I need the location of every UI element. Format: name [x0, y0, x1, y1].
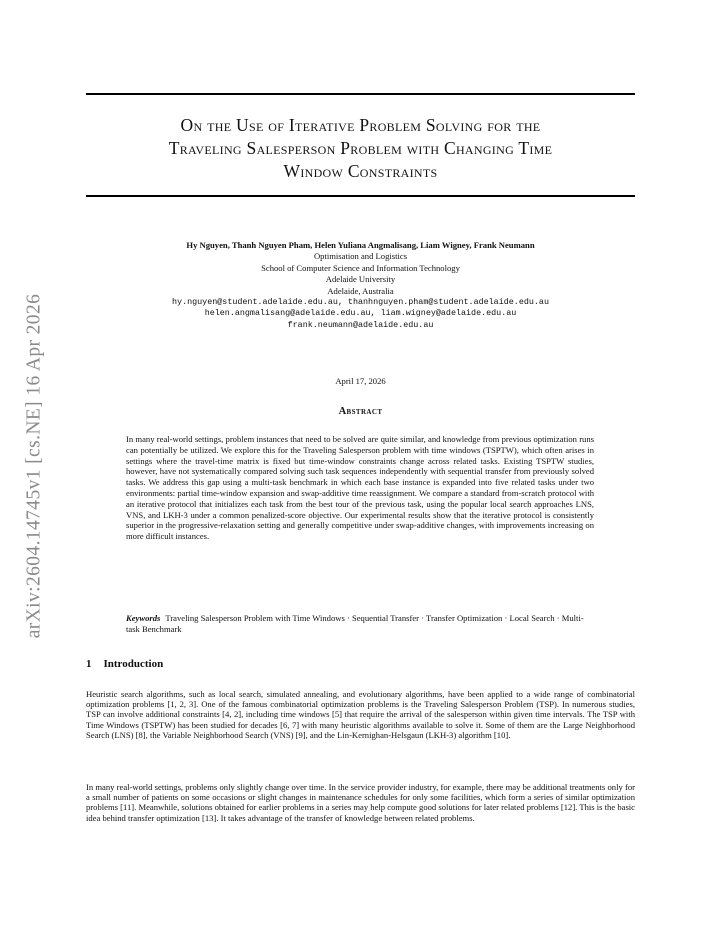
- section-heading-introduction: [86, 658, 635, 670]
- section-title: Introduction: [103, 658, 164, 670]
- author-names: Hy Nguyen, Thanh Nguyen Pham, Helen Yuliana Angmalisang, Liam Wigney, Frank Neumann: [186, 240, 535, 250]
- keywords-text: Traveling Salesperson Problem with Time Windows · Sequential Transfer · Transfer Optimization · Local Search · Multi-task Benchmark: [126, 613, 584, 634]
- title-line-2: Traveling Salesperson Problem with Changing Time: [168, 138, 553, 158]
- introduction-paragraph-1: Heuristic search algorithms, such as local search, simulated annealing, and evolutionary algorithms, have been applied to a wide range of combinatorial optimization problems [1, 2, 3]. One of the famous combinatorial optimization problems is the Traveling Salesperson Problem (TSP). In numerous studies, TSP can involve additional constraints [4, 2], including time windows [5] that require the arrival of the salesperson within given time intervals. The TSP with Time Windows (TSPTW) has been studied for decades [6, 7] with many heuristic algorithms available to solve it. Some of them are the Large Neighborhood Search (LNS) [8], the Variable Neighborhood Search (VNS) [9], and the Lin-Kernighan-Helsgaun (LKH-3) algorithm [10].: [86, 689, 635, 740]
- affiliation-line-2: School of Computer Science and Information Technology: [261, 262, 460, 273]
- paper-date: April 17, 2026: [335, 376, 386, 386]
- author-block: [86, 240, 635, 331]
- title-bottom-rule: [86, 195, 635, 197]
- affiliation-line-1: Optimisation and Logistics: [313, 251, 408, 262]
- email-line-2: helen.angmalisang@adelaide.edu.au, liam.wigney@adelaide.edu.au: [204, 308, 517, 319]
- abstract-body: In many real-world settings, problem instances that need to be solved are quite similar, and knowledge from previous optimization runs can potentially be utilized. We explore this for the Traveling Salesperson problem with time windows (TSPTW), which often arises in settings where the travel-time matrix is fixed but time-window constraints change across related tasks. Existing TSPTW studies, however, have not systematically compared solving such task sequences independently with sequential transfer from previously solved tasks. We address this gap using a multi-task benchmark in which each base instance is expanded into five related tasks under two environments: partial time-window expansion and swap-additive time reassignment. We compare a standard from-scratch protocol with an iterative protocol that initializes each task from the best tour of the previous task, using the popular local search approaches LNS, VNS, and LKH-3 under a common penalized-score objective. Our experimental results show that the iterative protocol is consistently superior in the progressive-relaxation setting and generally competitive under swap-additive changes, with improvements increasing on more difficult instances.: [126, 434, 594, 542]
- title-line-3: Window Constraints: [283, 161, 438, 181]
- introduction-paragraph-2: In many real-world settings, problems only slightly change over time. In the service provider industry, for example, there may be additional treatments only for a small number of patients on some occasions or slight changes in maintenance schedules for only some facilities, which form a series of similar optimization problems [11]. Meanwhile, solutions obtained for earlier problems in a series may help compute good solutions for later related problems [12]. This is the basic idea behind transfer optimization [13]. It takes advantage of the transfer of knowledge between related problems.: [86, 782, 635, 823]
- keywords-block: [126, 613, 594, 635]
- email-line-1: hy.nguyen@student.adelaide.edu.au, thanhnguyen.pham@student.adelaide.edu.au: [172, 297, 549, 308]
- title-top-rule: [86, 93, 635, 95]
- arxiv-identifier-text: arXiv:2604.14745v1 [cs.NE] 16 Apr 2026: [23, 293, 44, 639]
- paper-title: [86, 114, 635, 183]
- section-number: 1: [86, 658, 92, 670]
- arxiv-identifier-stamp: [14, 262, 54, 670]
- abstract-heading: Abstract: [338, 406, 383, 417]
- title-line-1: On the Use of Iterative Problem Solving for the: [180, 115, 541, 135]
- keywords-label: Keywords: [126, 613, 161, 623]
- affiliation-line-4: Adelaide, Australia: [327, 285, 394, 296]
- email-line-3: frank.neumann@adelaide.edu.au: [287, 319, 434, 330]
- affiliation-line-3: Adelaide University: [325, 274, 396, 285]
